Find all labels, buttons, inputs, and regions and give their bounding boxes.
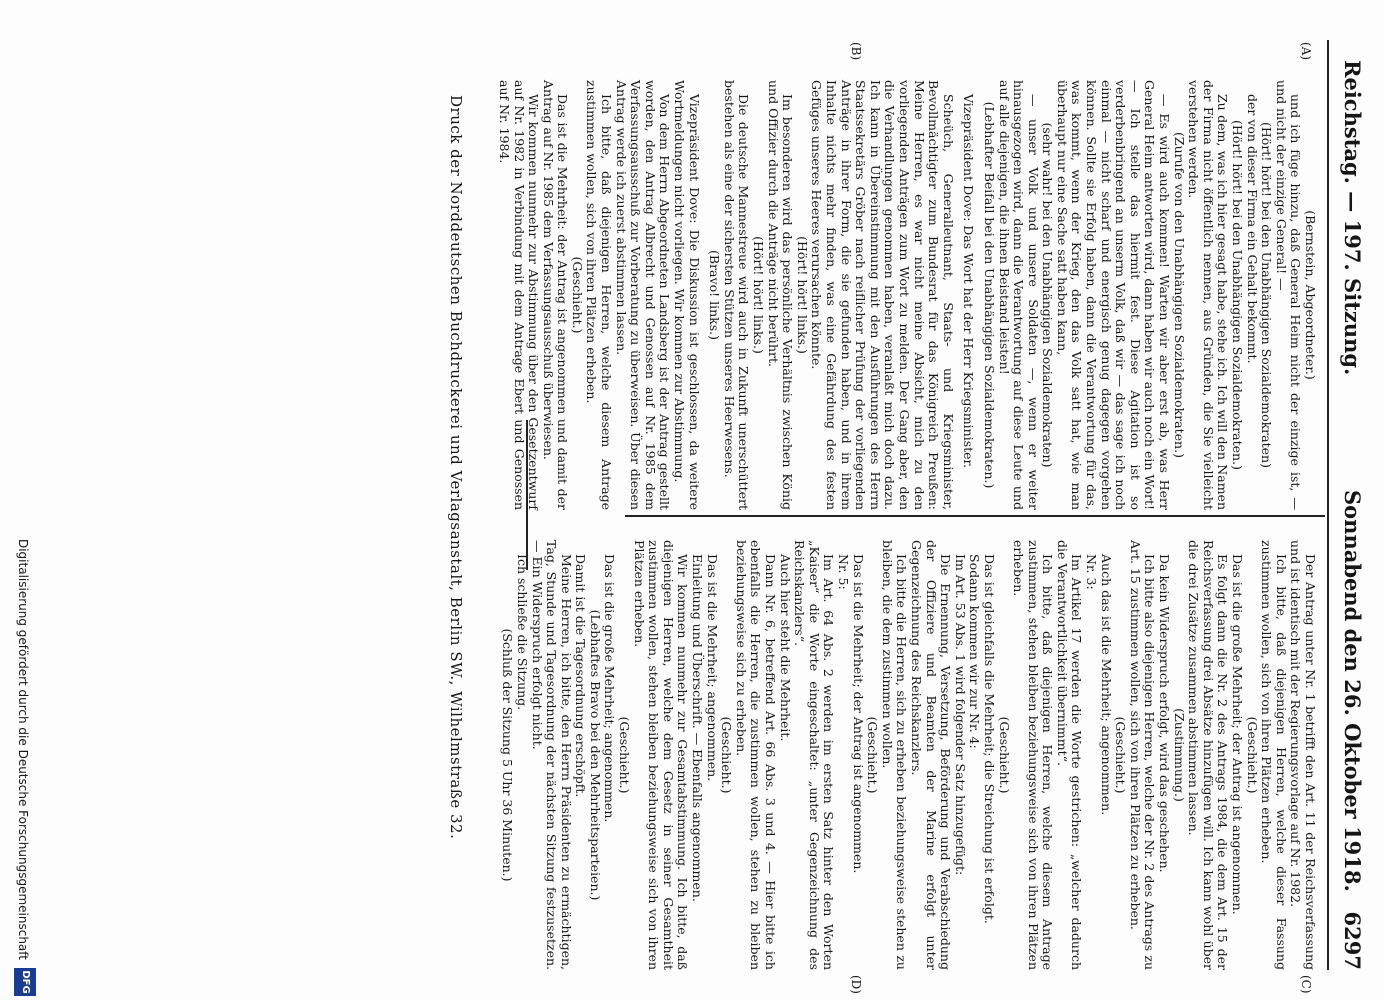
paragraph: Scheüch, Generalleutnant, Staats- und Kriegsminister, Bevollmächtigter zum Bundesrat für das Königreich Preußen: Meine Herren, es war nicht meine Absicht, mich zu den vorliegenden Anträgen zum Wort zu melden. Der Gang aber, den die Verhandlungen genommen haben, veranlaßt mich doch dazu. Ich kann in Übereinstimmung mit den Ausführungen des Herrn Staatssekretärs Gröber nach reiflicher Prüfung der vorliegenden Anträge in ihrer Form, die sie gefunden haben, und in ihrem Inhalte nichts mehr finden, was eine Gefährdung des festen Gefüges unseres Heeres verursachen könnte. [809, 80, 956, 510]
paragraph: (Hört! hört! links.) [751, 236, 767, 354]
paragraph: (sehr wahr! bei den Unabhängigen Sozialdemokraten) [1040, 122, 1056, 468]
paragraph: (Geschieht.) [865, 716, 881, 794]
paragraph: Da kein Widerspruch erfolgt, wird das geschehen. [1157, 554, 1173, 873]
header-rule [1327, 40, 1329, 970]
paragraph: Meine Herren, ich bitte, den Herrn Präsidenten zu ermächtigen, Tag, Stunde und Tagesordnung der nächsten Sitzung festzusetzen. — Ein Widerspruch erfolgt nicht. [529, 540, 574, 970]
paragraph: Damit ist die Tagesordnung erschöpft. [573, 554, 589, 798]
paragraph: Im Art. 64 Abs. 2 werden im ersten Satz hinter den Worten „Kaiser“ die Worte eingeschaltet: „unter Gegenzeichnung des Reichskanzlers“. [792, 540, 837, 970]
column-divider [625, 515, 1325, 517]
margin-mark-d: (D) [849, 975, 863, 994]
paragraph: Der Antrag unter Nr. 1 betrifft den Art. 11 der Reichsverfassung und ist identisch mit der Regierungsvorlage auf Nr. 1982. [1288, 540, 1318, 970]
paragraph: Es folgt dann die Nr. 2 des Antrags 1984, die dem Art. 15 der Reichsverfassung drei Absätze hinzufügen will. Ich kann wohl über die drei Zusätze zusammen abstimmen lassen. [1186, 540, 1231, 970]
paragraph: Die deutsche Mannestreue wird auch in Zukunft unerschüttert bestehen als eine der sichersten Stützen unseres Heerwesens. [721, 80, 752, 510]
dfg-logo-icon: DFG [14, 968, 36, 996]
paragraph: (Bernstein, Abgeordneter.) [1303, 210, 1318, 380]
paragraph: Ich bitte, daß diejenigen Herren, welche diesem Antrage zustimmen wollen, sich von ihren Plätzen erheben. [584, 80, 615, 510]
left-column [496, 80, 1317, 510]
paragraph: (Geschieht.) [996, 716, 1012, 794]
paragraph: Das ist die Mehrheit; angenommen. [704, 554, 720, 782]
paragraph: Sodann kommen wir zur Nr. 4: [967, 554, 983, 749]
paragraph: Vizepräsident Dove: Das Wort hat der Herr Kriegsminister. [961, 94, 977, 469]
header-page-number: 6297 [1340, 911, 1365, 970]
right-column [500, 540, 1317, 970]
paragraph: (Geschieht.) [1244, 716, 1260, 794]
paragraph: Auch hier steht die Mehrheit. [777, 554, 793, 742]
paragraph: (Lebhaftes Bravo bei den Mehrheitsparteien.) [587, 609, 603, 901]
paragraph: Auch das ist die Mehrheit; angenommen. [1098, 554, 1114, 816]
paragraph: (Bravo! links.) [707, 250, 723, 340]
paragraph: (Hört! hört! bei den Unabhängigen Sozialdemokraten.) [1230, 120, 1246, 470]
paragraph: (Hört! hört! links.) [794, 236, 810, 354]
paragraph: Im Artikel 17 werden die Worte gestrichen: „welcher dadurch die Verantwortlichkeit übernimmt“. [1054, 540, 1085, 970]
paragraph: — Es wird auch kommen! Warten wir aber erst ab, was Herr General Heim antworten wird, dann haben wir auch noch ein Wort! — Ich stelle das hiermit fest. Diese Agitation ist so verderbenbringend an unserm Volk, daß wir — das sage ich noch einmal — nicht scharf und energisch genug dagegen vorgehen können. Sollte sie Erfolg haben, dann die Verantwortung für das, was kommt, wenn der Krieg, den das Volk satt hat, wie man überhaupt nur eine Sache satt haben kann, [1054, 80, 1173, 510]
paragraph: (Geschieht.) [1113, 716, 1129, 794]
page-header [1333, 60, 1373, 970]
paragraph: Wir kommen nunmehr zur Gesamtabstimmung. Ich bitte, daß diejenigen Herren, welche dem Gesetz in seiner Gesamtheit zustimmen wollen, stehen bleiben beziehungsweise sich von ihren Plätzen erheben. [631, 540, 691, 970]
paragraph: Im Art. 53 Abs. 1 wird folgender Satz hinzugefügt: [952, 554, 968, 876]
paragraph: Dann Nr. 6, betreffend Art. 66 Abs. 3 und 4. — Hier bitte ich ebenfalls die Herren, die zustimmen wollen, stehen zu bleiben beziehungsweise sich zu erheben. [733, 540, 779, 970]
paragraph: Ich bitte die Herren, sich zu erheben beziehungsweise stehen zu bleiben, die dem zustimmen wollen. [879, 540, 910, 970]
paragraph: (Geschieht.) [617, 716, 633, 794]
paragraph: Von dem Herrn Abgeordneten Landsberg ist der Antrag gestellt worden, den Antrag Albrecht und Genossen auf Nr. 1985 dem Verfassungsausschuß zur Vorberatung zu überweisen. Über diesen Antrag werde ich zuerst abstimmen lassen. [613, 80, 673, 510]
paragraph: und ich füge hinzu, daß General Heim nicht der einzige ist, — und nicht der einzige General! — [1273, 80, 1304, 510]
dfg-credit-bar [0, 0, 40, 1000]
paragraph: Die Ernennung, Versetzung, Beförderung und Verabschiedung der Offiziere und Beamten der Marine erfolgt unter Gegenzeichnung des Reichskanzlers. [908, 540, 954, 970]
paragraph: Ich bitte, daß diejenigen Herren, welche diesem Antrage zustimmen, stehen bleiben beziehungsweise sich von ihren Plätzen erheben. [1011, 540, 1056, 970]
paragraph: (Schluß der Sitzung 5 Uhr 36 Minuten.) [500, 628, 516, 882]
paragraph: Ich schließe die Sitzung. [514, 554, 530, 711]
paragraph: Im besonderen wird das persönliche Verhältnis zwischen König und Offizier durch die Anträge nicht berührt. [765, 80, 796, 510]
paragraph: Zu dem, was ich hier gesagt habe, stehe ich. Ich will den Namen der Firma nicht öffentlich nennen, aus Gründen, die Sie vielleicht verstehen werden. [1186, 80, 1231, 510]
paragraph: der von dieser Firma ein Gehalt bekommt. [1244, 94, 1260, 364]
paragraph: Das ist die große Mehrheit; der Antrag ist angenommen. [1230, 554, 1246, 915]
paragraph: Nr. 3: [1084, 554, 1100, 590]
paragraph: Das ist die Mehrheit: der Antrag ist angenommen und damit der Antrag auf Nr. 1985 dem Verfassungsausschuß überwiesen. [540, 80, 571, 510]
paragraph: Das ist die große Mehrheit; angenommen. [602, 554, 618, 823]
header-session-title: Reichstag. — 197. Sitzung. [1340, 60, 1365, 376]
margin-mark-c: (C) [1299, 975, 1313, 994]
paragraph: Das ist die Mehrheit; der Antrag ist angenommen. [850, 554, 866, 874]
paragraph: Wir kommen nunmehr zur Abstimmung über den Gesetzentwurf auf Nr. 1982 in Verbindung mit dem Antrage Ebert und Genossen auf Nr. 1984. [496, 80, 542, 510]
paragraph: Das ist gleichfalls die Mehrheit; die Streichung ist erfolgt. [981, 554, 997, 924]
printer-footer: Druck der Norddeutschen Buchdruckerei und Verlagsanstalt, Berlin SW., Wilhelmstraße 32. [447, 95, 465, 840]
margin-mark-b: (B) [849, 42, 863, 61]
end-rule [526, 420, 528, 570]
paragraph: Ich bitte also diejenigen Herren, welche der Nr. 2 des Antrags zu Art. 15 zustimmen wollen, sich von ihren Plätzen zu erheben. [1127, 540, 1158, 970]
paragraph: — unser Volk und unsere Soldaten —, wenn er weiter hinausgezogen wird, dann die Verantwortung auf diese Leute und auf alle diejenigen, die ihnen Beistand leisten! [996, 80, 1041, 510]
header-date: Sonnabend den 26. Oktober 1918. [1340, 490, 1365, 892]
dfg-credit-text: Digitalisierung gefördert durch die Deutsche Forschungsgemeinschaft [16, 538, 30, 960]
paragraph: Einleitung und Überschrift. — Ebenfalls angenommen. [690, 554, 706, 902]
paragraph: (Zustimmung.) [1171, 708, 1187, 802]
paragraph: Ich bitte, daß diejenigen Herren, welche dieser Fassung zustimmen wollen, sich von ihren Plätzen erheben. [1259, 540, 1289, 970]
paragraph: (Zurufe von den Unabhängigen Sozialdemokraten.) [1171, 132, 1187, 458]
paragraph: (Geschieht.) [569, 256, 585, 334]
paragraph: Nr. 5: [836, 554, 851, 590]
paragraph: (Geschieht.) [719, 716, 735, 794]
paragraph: Vizepräsident Dove: Die Diskussion ist geschlossen, da weitere Wortmeldungen nicht vorliegen. Wir kommen zur Abstimmung. [672, 80, 702, 510]
margin-mark-a: (A) [1299, 42, 1313, 61]
paragraph: (Lebhafter Beifall bei den Unabhängigen Sozialdemokraten.) [981, 101, 997, 489]
paragraph: (Hört! hört! bei den Unabhängigen Sozialdemokraten) [1259, 122, 1275, 468]
